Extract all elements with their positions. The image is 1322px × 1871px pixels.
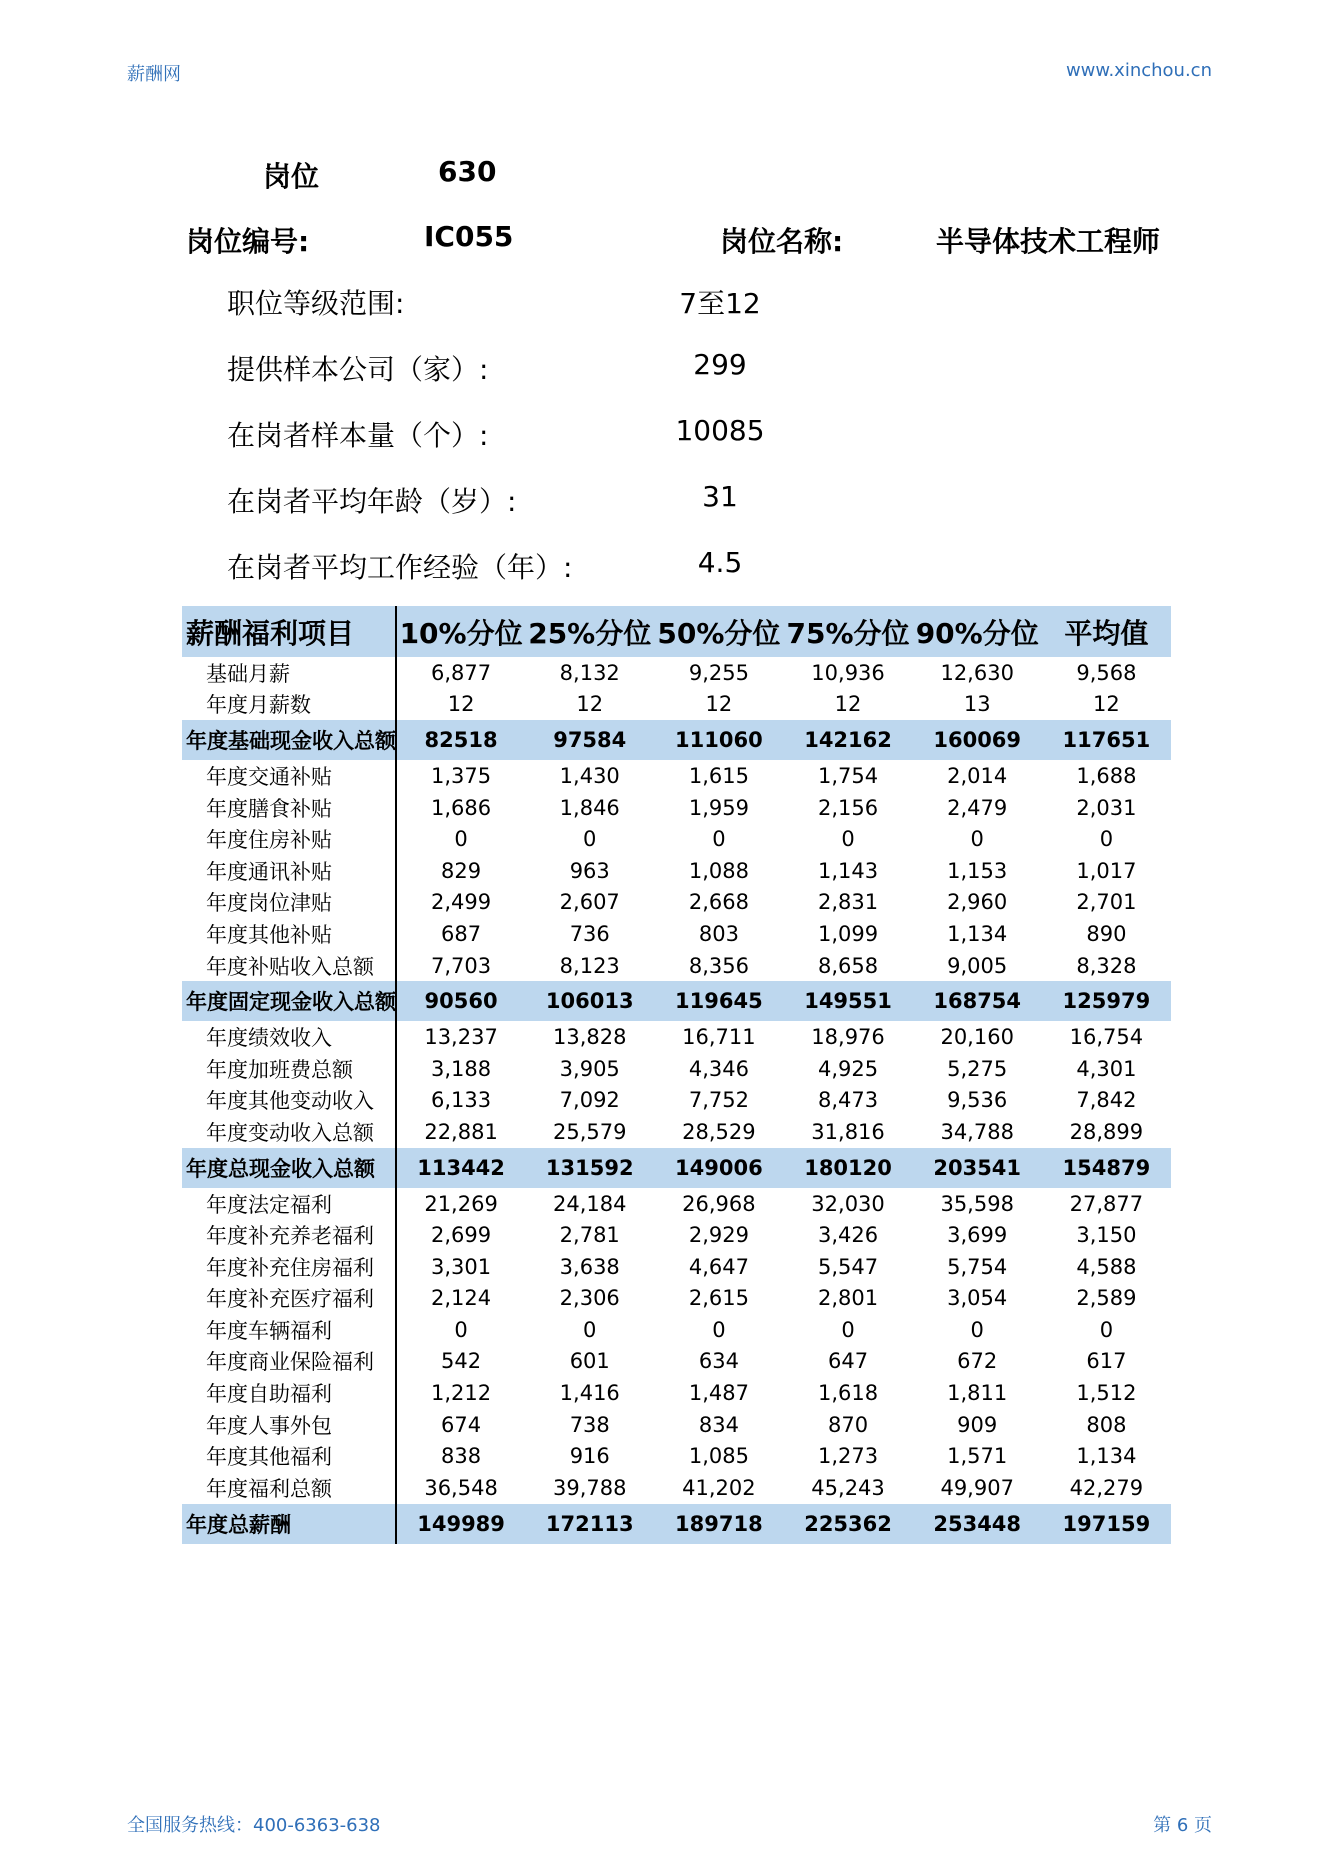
row-label: 年度车辆福利 [182,1314,396,1346]
table-cell: 1,153 [947,858,1008,883]
table-cell: 12 [834,692,862,717]
site-name: 薪酬网 [127,64,181,85]
table-cell: 2,156 [817,795,879,820]
table-row [182,1053,1171,1085]
table-cell: 41,202 [682,1475,756,1500]
table-cell: 42,279 [1069,1475,1144,1500]
table-cell: 45,243 [811,1475,885,1500]
row-label: 年度人事外包 [182,1409,396,1441]
row-label: 年度商业保险福利 [182,1346,396,1378]
table-cell: 2,124 [431,1286,492,1311]
table-cell: 736 [569,921,610,946]
table-cell: 5,754 [947,1254,1008,1279]
table-cell: 28,899 [1069,1119,1144,1144]
row-label: 年度岗位津贴 [182,887,396,919]
table-cell: 113442 [396,1148,525,1188]
table-cell: 1,099 [817,921,879,946]
row-label: 年度加班费总额 [182,1053,396,1085]
table-header-item: 薪酬福利项目 [182,606,396,657]
table-cell: 2,801 [817,1286,879,1311]
table-cell: 125979 [1042,981,1171,1021]
stat-value: 4.5 [697,546,743,579]
table-cell: 2,031 [1076,795,1137,820]
table-cell: 829 [441,858,482,883]
row-label: 年度通讯补贴 [182,855,396,887]
table-cell: 5,275 [947,1056,1008,1081]
table-cell: 870 [828,1412,869,1437]
table-cell: 4,925 [817,1056,879,1081]
table-row [182,1409,1171,1441]
table-cell: 0 [1099,827,1114,852]
table-cell: 3,905 [559,1056,620,1081]
table-cell: 13,237 [424,1025,498,1050]
table-row [182,1251,1171,1283]
table-row [182,823,1171,855]
table-cell: 687 [441,921,482,946]
table-cell: 803 [698,921,739,946]
table-summary-row [182,1148,1171,1188]
table-header-p25: 25%分位 [525,606,654,657]
row-label: 年度其他福利 [182,1440,396,1472]
table-cell: 672 [957,1349,998,1374]
table-cell: 2,607 [559,890,620,915]
table-row [182,1314,1171,1346]
table-cell: 7,842 [1076,1088,1137,1113]
table-cell: 12 [705,692,733,717]
table-cell: 28,529 [682,1119,756,1144]
row-label: 年度总现金收入总额 [182,1148,396,1188]
table-cell: 2,701 [1076,890,1137,915]
table-cell: 119645 [654,981,783,1021]
table-cell: 9,255 [688,660,749,685]
table-cell: 916 [569,1444,610,1469]
table-cell: 890 [1086,921,1127,946]
row-label: 年度变动收入总额 [182,1116,396,1148]
row-label: 年度补充住房福利 [182,1251,396,1283]
table-row [182,1283,1171,1315]
table-cell: 16,711 [682,1025,756,1050]
row-label: 年度住房补贴 [182,823,396,855]
row-label: 年度交通补贴 [182,760,396,792]
table-cell: 154879 [1042,1148,1171,1188]
table-cell: 31,816 [811,1119,885,1144]
table-cell: 617 [1086,1349,1127,1374]
row-label: 基础月薪 [182,657,396,689]
table-cell: 8,123 [559,953,620,978]
table-cell: 4,346 [688,1056,749,1081]
row-label: 年度补贴收入总额 [182,950,396,982]
table-cell: 5,547 [817,1254,879,1279]
table-cell: 1,416 [559,1381,620,1406]
table-cell: 3,699 [947,1223,1008,1248]
table-cell: 111060 [654,720,783,760]
table-cell: 34,788 [940,1119,1014,1144]
table-cell: 2,589 [1076,1286,1137,1311]
table-cell: 16,754 [1069,1025,1144,1050]
table-cell: 149006 [654,1148,783,1188]
table-cell: 106013 [525,981,654,1021]
table-cell: 3,301 [431,1254,492,1279]
row-label: 年度固定现金收入总额 [182,981,396,1021]
table-row [182,1377,1171,1409]
row-label: 年度绩效收入 [182,1021,396,1053]
table-summary-row [182,1504,1171,1544]
table-cell: 0 [583,1317,597,1342]
table-row [182,918,1171,950]
table-row [182,1085,1171,1117]
table-summary-row [182,720,1171,760]
table-cell: 117651 [1042,720,1171,760]
table-row [182,1346,1171,1378]
table-cell: 601 [569,1349,610,1374]
table-cell: 1,375 [431,763,492,788]
table-cell: 189718 [654,1504,783,1544]
table-cell: 10,936 [811,660,885,685]
table-cell: 197159 [1042,1504,1171,1544]
table-row [182,760,1171,792]
table-cell: 8,132 [559,660,620,685]
table-cell: 3,150 [1076,1223,1137,1248]
stat-value: 31 [702,480,738,513]
table-header-row [182,606,1171,657]
table-cell: 27,877 [1069,1191,1144,1216]
stat-label: 在岗者样本量（个）: [227,419,489,452]
table-header-p10: 10%分位 [396,606,525,657]
table-cell: 0 [841,827,855,852]
table-cell: 35,598 [940,1191,1014,1216]
row-label: 年度福利总额 [182,1472,396,1504]
table-cell: 142162 [783,720,912,760]
table-cell: 647 [828,1349,869,1374]
table-cell: 131592 [525,1148,654,1188]
table-cell: 3,054 [947,1286,1008,1311]
table-cell: 2,668 [688,890,749,915]
table-row [182,1116,1171,1148]
table-cell: 2,479 [947,795,1008,820]
table-cell: 2,929 [688,1223,749,1248]
table-cell: 0 [970,1317,984,1342]
table-cell: 13 [963,692,991,717]
stat-label: 在岗者平均工作经验（年）: [227,551,573,584]
row-label: 年度膳食补贴 [182,792,396,824]
row-label: 年度补充医疗福利 [182,1283,396,1315]
table-cell: 12,630 [940,660,1014,685]
table-cell: 1,430 [559,763,620,788]
table-cell: 9,536 [947,1088,1008,1113]
table-cell: 1,688 [1076,763,1137,788]
table-row [182,855,1171,887]
table-row [182,1188,1171,1220]
table-cell: 1,088 [688,858,749,883]
table-cell: 49,907 [940,1475,1014,1500]
stat-label: 职位等级范围: [227,287,405,320]
table-cell: 8,356 [688,953,749,978]
stat-label: 提供样本公司（家）: [227,353,489,386]
table-cell: 2,699 [431,1223,492,1248]
table-cell: 6,877 [431,660,492,685]
table-row [182,1021,1171,1053]
table-cell: 1,134 [947,921,1008,946]
table-cell: 1,959 [688,795,749,820]
table-cell: 1,686 [431,795,492,820]
row-label: 年度法定福利 [182,1188,396,1220]
table-cell: 2,781 [559,1223,620,1248]
stat-value: 299 [693,348,747,381]
table-cell: 168754 [913,981,1042,1021]
table-cell: 3,638 [559,1254,620,1279]
table-header-avg: 平均值 [1042,606,1171,657]
stat-value: 10085 [675,414,765,447]
table-cell: 542 [441,1349,482,1374]
row-label: 年度其他变动收入 [182,1085,396,1117]
row-label: 年度基础现金收入总额 [182,720,396,760]
table-cell: 738 [569,1412,610,1437]
table-cell: 0 [454,1317,468,1342]
position-label: 岗位 [263,160,320,193]
row-label: 年度自助福利 [182,1377,396,1409]
table-row [182,1440,1171,1472]
table-cell: 4,647 [688,1254,749,1279]
row-label: 年度总薪酬 [182,1504,396,1544]
table-cell: 18,976 [811,1025,885,1050]
table-summary-row [182,981,1171,1021]
table-cell: 2,615 [688,1286,749,1311]
stat-value: 7至12 [679,287,761,320]
table-cell: 22,881 [424,1119,498,1144]
table-cell: 0 [712,827,726,852]
salary-table [182,606,1172,1544]
position-name: 半导体技术工程师 [936,225,1161,258]
page-number: 第 6 页 [1153,1815,1212,1836]
table-cell: 2,014 [947,763,1008,788]
table-cell: 1,085 [688,1444,749,1469]
table-cell: 834 [698,1412,739,1437]
table-cell: 808 [1086,1412,1127,1437]
table-cell: 674 [441,1412,482,1437]
table-cell: 1,273 [817,1444,879,1469]
table-cell: 6,133 [431,1088,492,1113]
table-cell: 7,703 [431,953,492,978]
table-cell: 1,512 [1076,1381,1137,1406]
table-cell: 1,017 [1076,858,1137,883]
table-cell: 0 [712,1317,726,1342]
table-cell: 2,306 [559,1286,620,1311]
table-cell: 26,968 [682,1191,756,1216]
table-cell: 32,030 [811,1191,885,1216]
table-cell: 1,212 [431,1381,492,1406]
table-row [182,657,1171,689]
table-cell: 97584 [525,720,654,760]
table-cell: 149989 [396,1504,525,1544]
table-cell: 13,828 [552,1025,627,1050]
table-cell: 2,831 [817,890,879,915]
table-cell: 1,811 [947,1381,1008,1406]
table-row [182,887,1171,919]
table-cell: 39,788 [552,1475,627,1500]
table-cell: 909 [957,1412,998,1437]
row-label: 年度月薪数 [182,689,396,721]
table-cell: 7,092 [559,1088,620,1113]
table-cell: 8,473 [817,1088,879,1113]
table-cell: 160069 [913,720,1042,760]
table-header-p50: 50%分位 [654,606,783,657]
table-cell: 180120 [783,1148,912,1188]
table-cell: 90560 [396,981,525,1021]
table-cell: 1,487 [688,1381,749,1406]
table-row [182,950,1171,982]
table-cell: 1,754 [817,763,879,788]
position-code: IC055 [424,220,514,253]
table-cell: 1,618 [817,1381,879,1406]
table-cell: 634 [698,1349,739,1374]
table-cell: 0 [970,827,984,852]
table-cell: 82518 [396,720,525,760]
table-cell: 3,426 [817,1223,879,1248]
table-cell: 253448 [913,1504,1042,1544]
table-cell: 149551 [783,981,912,1021]
row-label: 年度其他补贴 [182,918,396,950]
table-cell: 8,658 [817,953,879,978]
table-cell: 8,328 [1076,953,1137,978]
table-cell: 1,134 [1076,1444,1137,1469]
table-cell: 24,184 [552,1191,627,1216]
table-cell: 0 [1099,1317,1114,1342]
table-header-p75: 75%分位 [783,606,912,657]
table-header-p90: 90%分位 [913,606,1042,657]
table-row [182,1472,1171,1504]
position-code-label: 岗位编号: [186,225,310,258]
table-cell: 0 [841,1317,855,1342]
table-cell: 1,846 [559,795,620,820]
service-hotline: 全国服务热线：400-6363-638 [127,1815,381,1836]
table-cell: 4,588 [1076,1254,1137,1279]
table-cell: 9,568 [1076,660,1137,685]
table-cell: 1,143 [817,858,879,883]
table-cell: 203541 [913,1148,1042,1188]
table-cell: 1,615 [688,763,749,788]
table-cell: 2,499 [431,890,492,915]
table-cell: 12 [1093,692,1120,717]
position-name-label: 岗位名称: [720,225,844,258]
table-cell: 172113 [525,1504,654,1544]
table-cell: 7,752 [688,1088,749,1113]
table-cell: 20,160 [940,1025,1014,1050]
table-cell: 225362 [783,1504,912,1544]
row-label: 年度补充养老福利 [182,1219,396,1251]
table-cell: 36,548 [424,1475,498,1500]
table-cell: 1,571 [947,1444,1008,1469]
table-cell: 963 [569,858,610,883]
table-cell: 21,269 [424,1191,498,1216]
position-number: 630 [438,155,497,188]
table-row [182,689,1171,721]
table-cell: 0 [583,827,597,852]
table-cell: 25,579 [552,1119,627,1144]
table-cell: 9,005 [947,953,1008,978]
stat-label: 在岗者平均年龄（岁）: [227,485,517,518]
table-cell: 0 [454,827,468,852]
site-url[interactable]: www.xinchou.cn [1065,60,1212,81]
table-row [182,792,1171,824]
table-cell: 3,188 [431,1056,492,1081]
table-cell: 2,960 [947,890,1008,915]
table-cell: 12 [447,692,475,717]
table-cell: 838 [441,1444,482,1469]
table-cell: 4,301 [1076,1056,1137,1081]
table-row [182,1219,1171,1251]
table-cell: 12 [576,692,604,717]
